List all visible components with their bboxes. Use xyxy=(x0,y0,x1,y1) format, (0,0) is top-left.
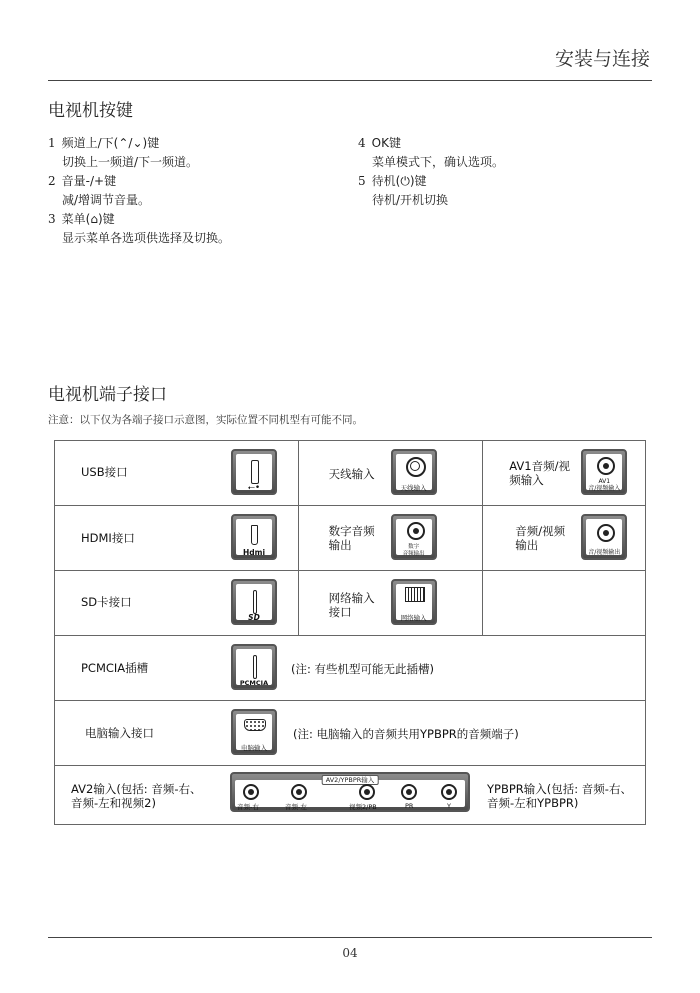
button-item: 5 待机(⏻)键 xyxy=(358,174,427,188)
usb-port-cell xyxy=(55,441,299,506)
sd-port-label: SD卡接口 xyxy=(81,595,132,609)
audio-left-jack-icon xyxy=(291,784,307,800)
usb-port-label: USB接口 xyxy=(81,465,128,479)
button-list-left xyxy=(48,134,348,248)
pc-input-note: (注: 电脑输入的音频共用YPBPR的音频端子) xyxy=(293,727,519,741)
button-item: 3 菜单(⌂)键 xyxy=(48,212,115,226)
pc-input-label: 电脑输入接口 xyxy=(85,726,154,740)
jack-label: 音频-左 xyxy=(285,803,307,811)
av2-ypbpr-cell xyxy=(55,766,646,825)
pcmcia-note: (注: 有些机型可能无此插槽) xyxy=(291,662,435,676)
pc-input-cell xyxy=(55,701,646,766)
antenna-port-label: 天线输入 xyxy=(328,467,375,481)
network-port-icon: 网络输入 xyxy=(391,579,437,625)
video2-pb-jack-icon xyxy=(359,784,375,800)
section-title: 安装与连接 xyxy=(554,48,650,70)
header-divider xyxy=(48,80,652,81)
audio-right-jack-icon xyxy=(243,784,259,800)
pc-input-icon: 电脑输入 xyxy=(231,709,277,755)
ports-note: 注意：以下仅为各端子接口示意图，实际位置不同机型有可能不同。 xyxy=(48,414,363,426)
footer-divider xyxy=(48,937,652,938)
button-list-right xyxy=(358,134,658,210)
sd-port-cell xyxy=(55,571,299,636)
pcmcia-slot-cell xyxy=(55,636,646,701)
pcmcia-slot-label: PCMCIA插槽 xyxy=(81,661,149,675)
pcmcia-slot-icon: PCMCIA xyxy=(231,644,277,690)
sd-port-icon: SD xyxy=(231,579,277,625)
jack-label: Y xyxy=(447,802,451,810)
button-item-desc: 显示菜单各选项供选择及切换。 xyxy=(62,231,231,245)
button-item-desc: 减/增调节音量。 xyxy=(62,193,151,207)
digital-audio-port-label: 数字音频 输出 xyxy=(328,524,375,552)
button-item: 4 OK键 xyxy=(358,136,401,150)
digital-audio-port-cell xyxy=(298,506,483,571)
jack-label: PR xyxy=(405,802,414,810)
antenna-port-cell xyxy=(298,441,483,506)
av-out-port-icon: 音/视频输出 xyxy=(581,514,627,560)
button-item-desc: 菜单模式下，确认选项。 xyxy=(372,155,505,169)
y-jack-icon xyxy=(441,784,457,800)
ports-table xyxy=(54,440,646,825)
av-out-port-label: 音频/视频 输出 xyxy=(515,524,566,552)
empty-cell xyxy=(483,571,646,636)
av1-port-cell xyxy=(483,441,646,506)
jack-label: 视频2/PB xyxy=(349,803,377,811)
button-item: 2 音量-/+键 xyxy=(48,174,117,188)
av1-port-label: AV1音频/视 频输入 xyxy=(509,459,570,487)
hdmi-port-icon: Hdmi xyxy=(231,514,277,560)
pr-jack-icon xyxy=(401,784,417,800)
button-item-desc: 待机/开机切换 xyxy=(372,193,449,207)
button-item: 1 频道上/下(⌃/⌄)键 xyxy=(48,136,160,150)
ports-section-title: 电视机端子接口 xyxy=(48,385,167,405)
buttons-section-title: 电视机按键 xyxy=(48,101,133,121)
jack-label: 音频-右 xyxy=(237,803,259,811)
network-port-cell xyxy=(298,571,483,636)
hdmi-port-label: HDMI接口 xyxy=(81,531,135,545)
ypbpr-input-label: YPBPR输入(包括: 音频-右、 音频-左和YPBPR) xyxy=(487,782,632,810)
hdmi-port-cell xyxy=(55,506,299,571)
av2-input-label: AV2输入(包括: 音频-右、 音频-左和视频2) xyxy=(71,782,202,810)
network-port-label: 网络输入 接口 xyxy=(328,591,375,619)
page-number: 04 xyxy=(342,946,358,960)
av-out-port-cell xyxy=(483,506,646,571)
button-item-desc: 切换上一频道/下一频道。 xyxy=(62,155,199,169)
av2-ypbpr-panel-icon: AV2/YPBPR输入 音频-右 音频-左 视频2/PB PR Y xyxy=(230,772,470,812)
digital-audio-port-icon: 数字 音频输出 xyxy=(391,514,437,560)
antenna-port-icon: 天线输入 xyxy=(391,449,437,495)
av1-port-icon: AV1 音/视频输入 xyxy=(581,449,627,495)
usb-port-icon: ⭠• xyxy=(231,449,277,495)
